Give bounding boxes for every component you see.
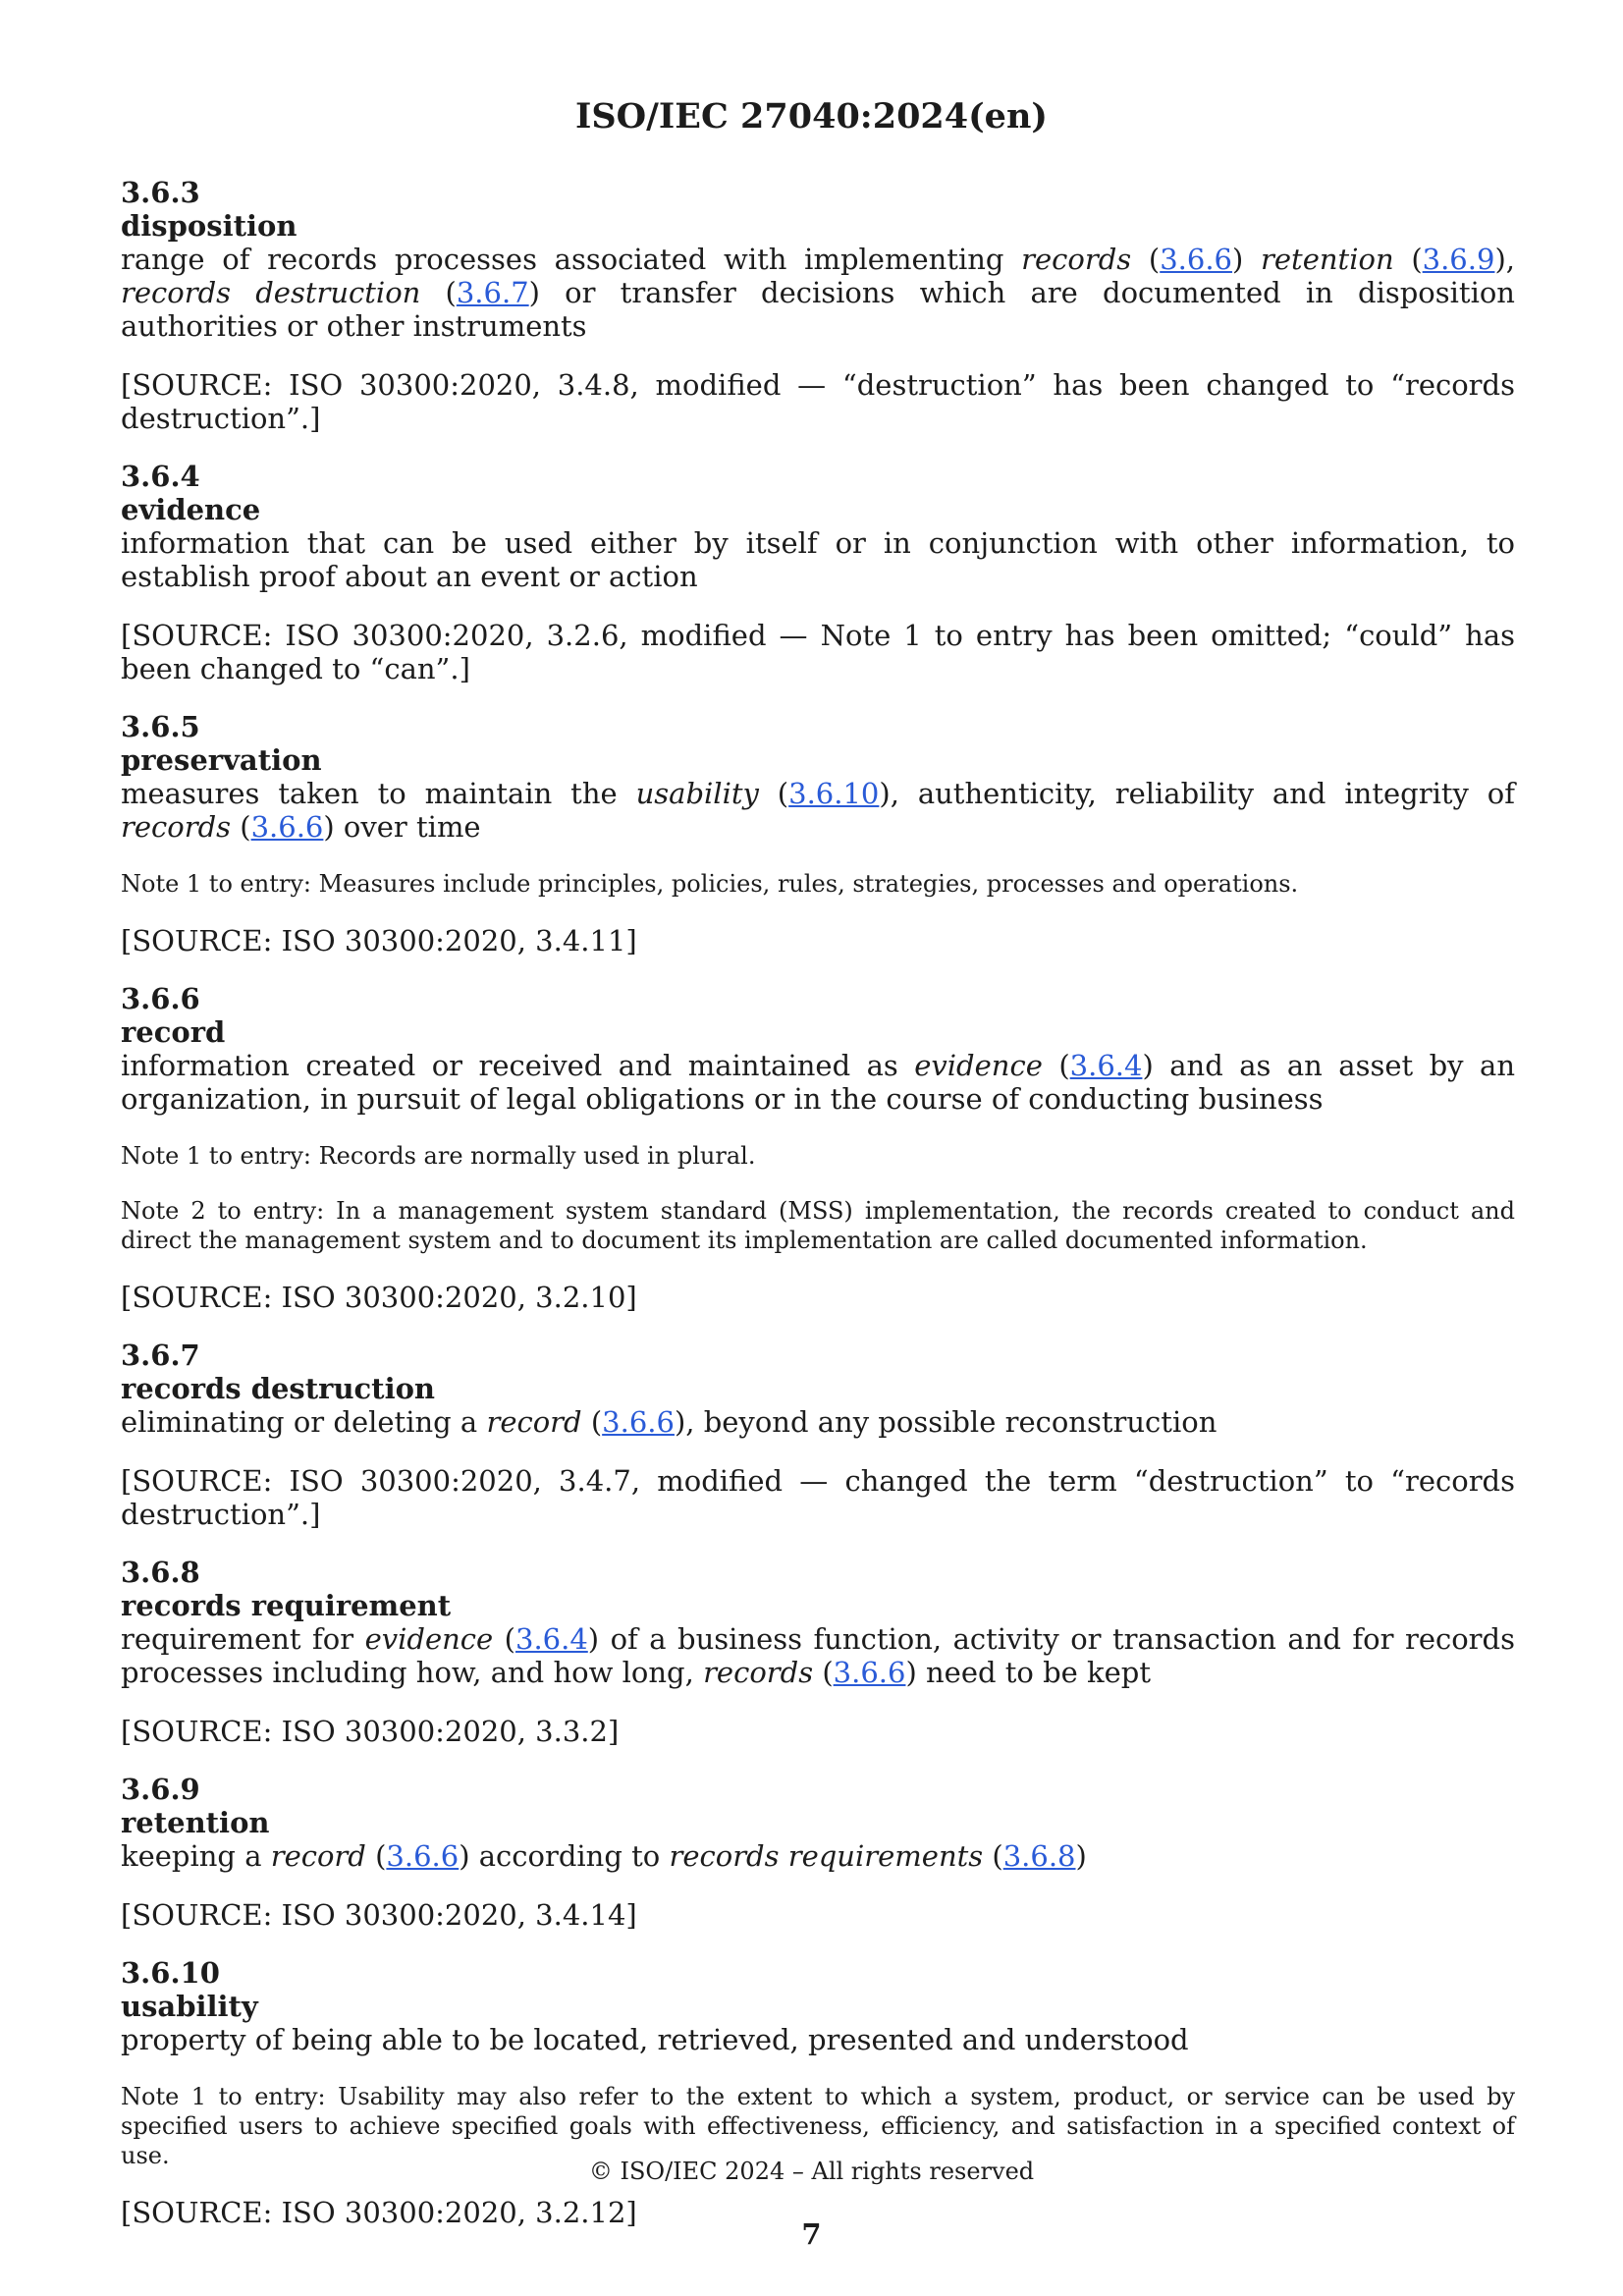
def-text: ( (758, 777, 789, 810)
term-name: records destruction (121, 1372, 436, 1405)
def-text: ( (420, 276, 457, 309)
def-text: ( (1393, 243, 1423, 276)
def-text: ( (983, 1839, 1003, 1873)
def-italic: records (1021, 243, 1132, 276)
def-text: keeping a (121, 1839, 271, 1873)
def-text: ) and as an asset by an organization, in pursuit of legal obligations or in the course of conducting business (121, 1049, 1515, 1116)
term-number: 3.6.7 (121, 1339, 200, 1372)
term-name: record (121, 1015, 226, 1049)
term-note: Note 1 to entry: Records are normally used in plural. (121, 1142, 756, 1170)
term-entry-record (121, 983, 1515, 1314)
def-italic: evidence (364, 1622, 494, 1656)
cross-reference-link[interactable]: 3.6.6 (1160, 243, 1233, 276)
term-definition (121, 1049, 1515, 1116)
def-italic: records (121, 810, 232, 844)
def-text: ( (493, 1622, 515, 1656)
term-name: records requirement (121, 1589, 452, 1622)
term-definition (121, 777, 1515, 844)
def-text: ) according to (459, 1839, 670, 1873)
term-note: Note 2 to entry: In a management system standard (MSS) implementation, the records created to conduct and direct the management system and to document its implementation are called documented information. (121, 1197, 1515, 1254)
def-text: requirement for (121, 1622, 365, 1656)
term-source: [SOURCE: ISO 30300:2020, 3.4.11] (121, 924, 637, 957)
term-definition (121, 1839, 1515, 1873)
term-name: preservation (121, 743, 322, 777)
term-source: [SOURCE: ISO 30300:2020, 3.2.6, modified — Note 1 to entry has been omitted; “could” has been changed to “can”.] (121, 619, 1515, 685)
term-entry-usability (121, 1957, 1515, 2229)
term-name: usability (121, 1990, 258, 2023)
def-text: ( (365, 1839, 387, 1873)
term-definition (121, 1405, 1515, 1439)
term-source: [SOURCE: ISO 30300:2020, 3.4.14] (121, 1898, 637, 1932)
term-entry-records-requirement (121, 1557, 1515, 1748)
def-text: ( (1131, 243, 1161, 276)
term-number: 3.6.10 (121, 1956, 220, 1990)
def-italic: usability (635, 777, 759, 810)
def-italic: retention (1261, 243, 1394, 276)
term-number: 3.6.8 (121, 1556, 200, 1589)
term-number: 3.6.6 (121, 982, 200, 1015)
term-definition: information that can be used either by itself or in conjunction with other information, to establish proof about an event or action (121, 526, 1515, 593)
term-name: retention (121, 1806, 270, 1839)
def-text: ) need to be kept (905, 1656, 1151, 1689)
term-number: 3.6.9 (121, 1773, 200, 1806)
def-text: ) of a business function, activity or transaction and for records processes including how, and how long, (121, 1622, 1515, 1689)
cross-reference-link[interactable]: 3.6.4 (515, 1622, 588, 1656)
term-definition: property of being able to be located, retrieved, presented and understood (121, 2023, 1189, 2056)
def-text: ), beyond any possible reconstruction (674, 1405, 1217, 1439)
term-source: [SOURCE: ISO 30300:2020, 3.4.8, modified — “destruction” has been changed to “records destruction”.] (121, 368, 1515, 435)
term-entry-disposition (121, 177, 1515, 435)
def-text: ), (1494, 243, 1515, 276)
def-text: ( (1042, 1049, 1070, 1082)
document-header: ISO/IEC 27040:2024(en) (575, 96, 1048, 137)
term-source: [SOURCE: ISO 30300:2020, 3.4.7, modified — changed the term “destruction” to “records destruction”.] (121, 1464, 1515, 1531)
def-text: range of records processes associated with implementing (121, 243, 1022, 276)
def-italic: record (486, 1405, 582, 1439)
cross-reference-link[interactable]: 3.6.6 (386, 1839, 460, 1873)
cross-reference-link[interactable]: 3.6.9 (1422, 243, 1495, 276)
term-definition (121, 243, 1515, 343)
cross-reference-link[interactable]: 3.6.6 (250, 810, 324, 844)
cross-reference-link[interactable]: 3.6.7 (456, 276, 529, 309)
cross-reference-link[interactable]: 3.6.10 (788, 777, 880, 810)
term-definition (121, 1622, 1515, 1689)
def-text: ) (1232, 243, 1262, 276)
def-text: ), authenticity, reliability and integrity of (879, 777, 1515, 810)
term-source: [SOURCE: ISO 30300:2020, 3.3.2] (121, 1715, 620, 1748)
def-text: information created or received and maintained as (121, 1049, 915, 1082)
def-text: ) or transfer decisions which are documented in disposition authorities or other instruments (121, 276, 1515, 343)
term-number: 3.6.4 (121, 460, 200, 493)
copyright-notice: © ISO/IEC 2024 – All rights reserved (588, 2158, 1035, 2185)
page-number: 7 (801, 2217, 822, 2251)
term-source: [SOURCE: ISO 30300:2020, 3.2.12] (121, 2196, 637, 2229)
def-text: ) (1075, 1839, 1087, 1873)
term-note: Note 1 to entry: Usability may also refer to the extent to which a system, product, or service can be used by specified users to achieve specified goals with effectiveness, efficiency, and satisfaction in a specified context of use. (121, 2083, 1515, 2169)
term-name: disposition (121, 209, 298, 243)
term-source: [SOURCE: ISO 30300:2020, 3.2.10] (121, 1281, 637, 1314)
cross-reference-link[interactable]: 3.6.6 (602, 1405, 675, 1439)
cross-reference-link[interactable]: 3.6.8 (1002, 1839, 1076, 1873)
term-entry-retention (121, 1774, 1515, 1932)
def-italic: record (270, 1839, 366, 1873)
term-number: 3.6.5 (121, 710, 200, 743)
def-italic: evidence (914, 1049, 1043, 1082)
def-italic: records (703, 1656, 814, 1689)
def-italic: records requirements (669, 1839, 984, 1873)
term-entry-preservation (121, 711, 1515, 957)
def-text: eliminating or deleting a (121, 1405, 487, 1439)
term-note: Note 1 to entry: Measures include principles, policies, rules, strategies, processes and operations. (121, 870, 1299, 898)
def-text: ( (231, 810, 251, 844)
def-text: ( (581, 1405, 603, 1439)
cross-reference-link[interactable]: 3.6.4 (1069, 1049, 1143, 1082)
cross-reference-link[interactable]: 3.6.6 (833, 1656, 906, 1689)
def-italic: records destruction (121, 276, 421, 309)
def-text: ( (813, 1656, 834, 1689)
term-entry-evidence (121, 461, 1515, 685)
term-name: evidence (121, 493, 261, 526)
def-text: ) over time (323, 810, 481, 844)
terms-list (121, 177, 1515, 2255)
term-entry-records-destruction (121, 1339, 1515, 1531)
term-number: 3.6.3 (121, 176, 200, 209)
def-text: measures taken to maintain the (121, 777, 636, 810)
